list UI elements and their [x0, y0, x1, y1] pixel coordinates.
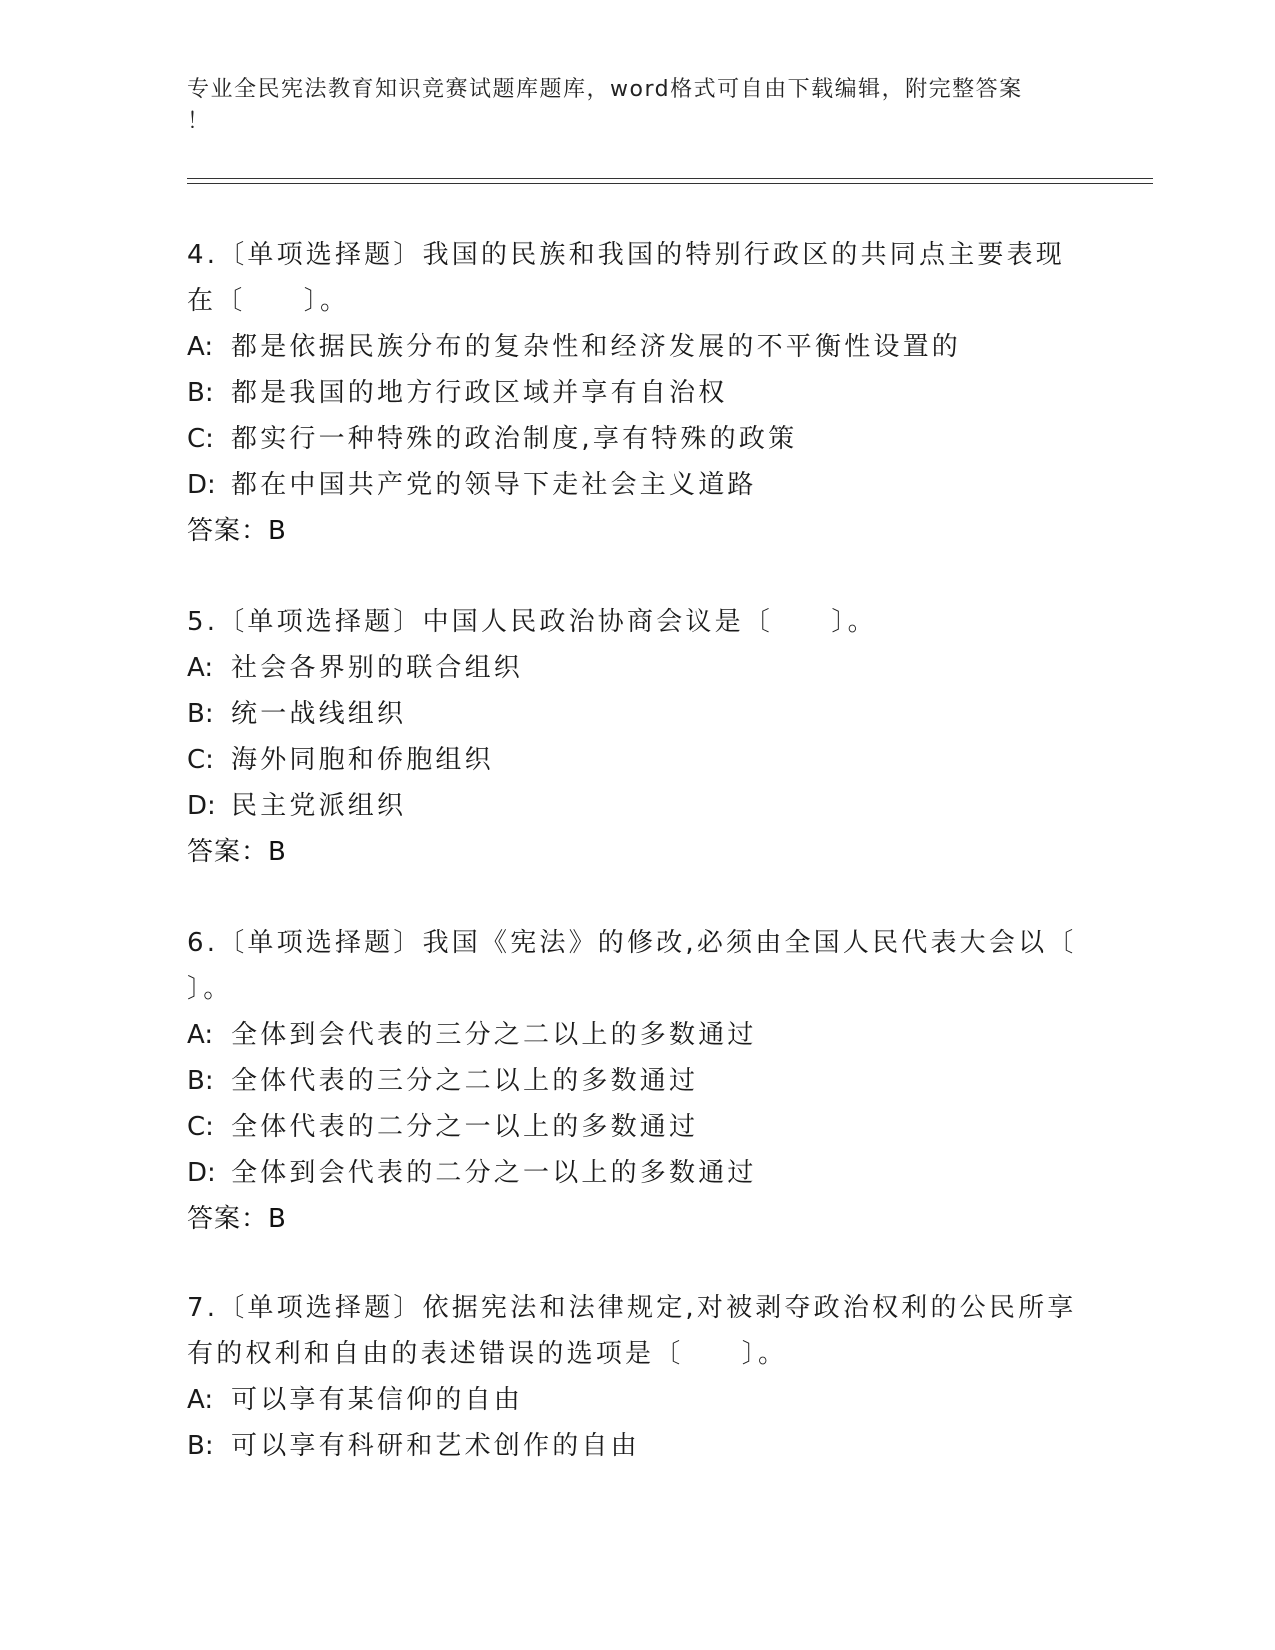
question-stem-line-1: 6.〔单项选择题〕我国《宪法》的修改,必须由全国人民代表大会以〔 — [187, 928, 1077, 958]
option-b — [187, 1423, 1077, 1469]
option-text: 都是依据民族分布的复杂性和经济发展的不平衡性设置的 — [231, 332, 962, 362]
question-6 — [187, 920, 1077, 1242]
option-letter: A: — [187, 1385, 214, 1415]
question-4 — [187, 232, 1077, 554]
question-stem-line-2: 〕。 — [187, 974, 233, 1004]
option-text: 全体到会代表的二分之一以上的多数通过 — [231, 1158, 757, 1188]
document-header — [187, 74, 1067, 138]
answer-label: 答案：B — [187, 516, 287, 546]
option-letter: B: — [187, 1066, 214, 1096]
option-c — [187, 737, 1077, 783]
option-text: 可以享有某信仰的自由 — [231, 1385, 524, 1415]
option-b — [187, 370, 1077, 416]
option-a — [187, 324, 1077, 370]
option-text: 可以享有科研和艺术创作的自由 — [231, 1431, 640, 1461]
question-stem-line-1: 7.〔单项选择题〕依据宪法和法律规定,对被剥夺政治权利的公民所享 — [187, 1293, 1077, 1323]
option-letter: D: — [187, 470, 216, 500]
option-d — [187, 462, 1077, 508]
option-a — [187, 645, 1077, 691]
question-stem-line-2: 有的权利和自由的表述错误的选项是〔 〕。 — [187, 1339, 788, 1369]
option-text: 海外同胞和侨胞组织 — [231, 745, 494, 775]
question-stem-line-2: 在〔 〕。 — [187, 286, 350, 316]
option-text: 统一战线组织 — [231, 699, 407, 729]
option-letter: A: — [187, 1020, 214, 1050]
option-c — [187, 416, 1077, 462]
option-letter: A: — [187, 332, 214, 362]
option-d — [187, 1150, 1077, 1196]
option-letter: C: — [187, 745, 214, 775]
option-letter: D: — [187, 791, 216, 821]
option-a — [187, 1012, 1077, 1058]
option-letter: B: — [187, 699, 214, 729]
option-letter: C: — [187, 1112, 214, 1142]
option-letter: C: — [187, 424, 214, 454]
option-a — [187, 1377, 1077, 1423]
option-letter: A: — [187, 653, 214, 683]
question-stem-line-1: 4.〔单项选择题〕我国的民族和我国的特别行政区的共同点主要表现 — [187, 240, 1066, 270]
option-text: 全体代表的二分之一以上的多数通过 — [231, 1112, 699, 1142]
answer-label: 答案：B — [187, 837, 287, 867]
option-b — [187, 691, 1077, 737]
option-text: 都是我国的地方行政区域并享有自治权 — [231, 378, 728, 408]
question-7 — [187, 1285, 1077, 1469]
answer-label: 答案：B — [187, 1204, 287, 1234]
option-text: 都在中国共产党的领导下走社会主义道路 — [231, 470, 757, 500]
option-text: 民主党派组织 — [231, 791, 407, 821]
option-c — [187, 1104, 1077, 1150]
option-text: 社会各界别的联合组织 — [231, 653, 524, 683]
option-letter: B: — [187, 1431, 214, 1461]
option-letter: D: — [187, 1158, 216, 1188]
option-text: 全体到会代表的三分之二以上的多数通过 — [231, 1020, 757, 1050]
option-b — [187, 1058, 1077, 1104]
option-d — [187, 783, 1077, 829]
question-5 — [187, 599, 1077, 875]
header-rule-top — [187, 178, 1153, 179]
option-text: 全体代表的三分之二以上的多数通过 — [231, 1066, 699, 1096]
option-letter: B: — [187, 378, 214, 408]
option-text: 都实行一种特殊的政治制度,享有特殊的政策 — [231, 424, 798, 454]
question-stem-line-1: 5.〔单项选择题〕中国人民政治协商会议是〔 〕。 — [187, 607, 877, 637]
header-title-line-2: ！ — [187, 109, 211, 134]
header-rule-bottom — [187, 183, 1153, 184]
header-title-line-1: 专业全民宪法教育知识竞赛试题库题库，word格式可自由下载编辑，附完整答案 — [187, 77, 1023, 102]
